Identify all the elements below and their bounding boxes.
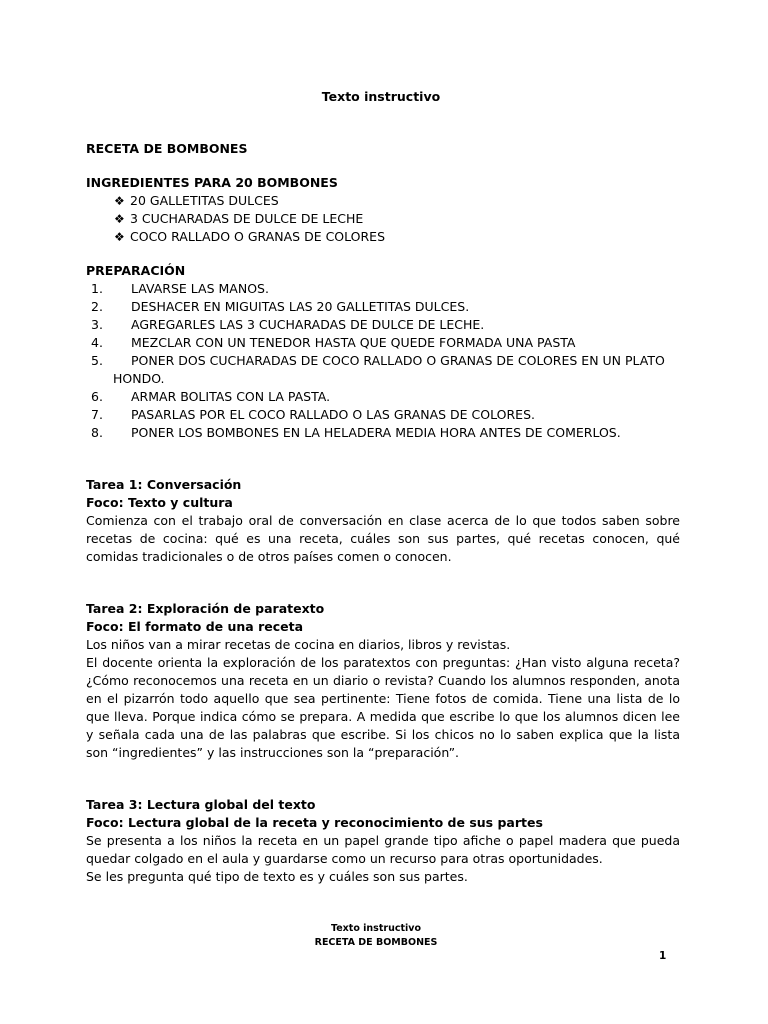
preparation-steps xyxy=(86,280,680,442)
diamond-bullet-icon: ❖ xyxy=(114,230,125,244)
step-text: ARMAR BOLITAS CON LA PASTA. xyxy=(131,389,331,404)
step-number: 3. xyxy=(91,317,103,332)
task-title: Tarea 2: Exploración de paratexto xyxy=(86,601,325,616)
step-text: DESHACER EN MIGUITAS LAS 20 GALLETITAS DULCES. xyxy=(131,299,470,314)
list-item xyxy=(86,316,680,334)
list-item xyxy=(86,388,680,406)
step-number: 5. xyxy=(91,353,103,368)
step-number: 7. xyxy=(91,407,103,422)
list-item xyxy=(86,406,680,424)
task-paragraph: Se presenta a los niños la receta en un papel grande tipo afiche o papel madera que pueda quedar colgado en el aula y guardarse como un recurso para otras oportunidades. xyxy=(86,833,680,866)
footer-line-1: Texto instructivo xyxy=(331,923,421,934)
ingredient-text: COCO RALLADO O GRANAS DE COLORES xyxy=(130,229,386,244)
diamond-bullet-icon: ❖ xyxy=(114,194,125,208)
page-footer xyxy=(0,922,752,950)
step-number: 8. xyxy=(91,425,103,440)
preparation-heading: PREPARACIÓN xyxy=(86,263,186,278)
document-body xyxy=(86,140,680,886)
step-text: AGREGARLES LAS 3 CUCHARADAS DE DULCE DE LECHE. xyxy=(131,317,485,332)
task-paragraph: Comienza con el trabajo oral de conversación en clase acerca de lo que todos saben sobre recetas de cocina: qué es una receta, cuáles son sus partes, qué recetas conocen, qué comidas tradicionales o de otros países comen o conocen. xyxy=(86,513,680,564)
diamond-bullet-icon: ❖ xyxy=(114,212,125,226)
task-paragraph: El docente orienta la exploración de los paratextos con preguntas: ¿Han visto alguna receta? ¿Cómo reconocemos una receta en un diario o revista? Cuando los alumnos responden, anota en el pizarrón todo aquello que sea pertinente: Tiene fotos de comida. Tiene una lista de lo que lleva. Porque indica cómo se prepara. A medida que escribe lo que los alumnos dicen lee y señala cada una de las palabras que escribe. Si los chicos no lo saben explica que la lista son “ingredientes” y las instrucciones son la “preparación”. xyxy=(86,655,680,760)
recipe-title: RECETA DE BOMBONES xyxy=(86,141,248,156)
list-item xyxy=(86,192,680,210)
ingredients-heading: INGREDIENTES PARA 20 BOMBONES xyxy=(86,175,338,190)
step-text: LAVARSE LAS MANOS. xyxy=(131,281,269,296)
task-paragraph: Los niños van a mirar recetas de cocina en diarios, libros y revistas. xyxy=(86,637,511,652)
task-1 xyxy=(86,476,680,566)
task-focus: Foco: El formato de una receta xyxy=(86,619,304,634)
step-number: 2. xyxy=(91,299,103,314)
list-item xyxy=(86,228,680,246)
step-text: MEZCLAR CON UN TENEDOR HASTA QUE QUEDE FORMADA UNA PASTA xyxy=(131,335,576,350)
step-text: PONER LOS BOMBONES EN LA HELADERA MEDIA HORA ANTES DE COMERLOS. xyxy=(131,425,621,440)
task-focus: Foco: Lectura global de la receta y reconocimiento de sus partes xyxy=(86,815,543,830)
task-paragraph: Se les pregunta qué tipo de texto es y cuáles son sus partes. xyxy=(86,869,468,884)
page-number: 1 xyxy=(659,950,667,962)
list-item xyxy=(86,352,680,388)
list-item xyxy=(86,424,680,442)
footer-line-2: RECETA DE BOMBONES xyxy=(314,937,438,948)
step-text: PONER DOS CUCHARADAS DE COCO RALLADO O GRANAS DE COLORES EN UN PLATO HONDO. xyxy=(113,353,665,386)
list-item xyxy=(86,210,680,228)
step-number: 4. xyxy=(91,335,103,350)
task-focus: Foco: Texto y cultura xyxy=(86,495,233,510)
task-title: Tarea 3: Lectura global del texto xyxy=(86,797,316,812)
ingredients-list xyxy=(86,192,680,246)
list-item xyxy=(86,280,680,298)
ingredient-text: 3 CUCHARADAS DE DULCE DE LECHE xyxy=(130,211,364,226)
list-item xyxy=(86,334,680,352)
task-3 xyxy=(86,796,680,886)
list-item xyxy=(86,298,680,316)
task-title: Tarea 1: Conversación xyxy=(86,477,242,492)
step-number: 1. xyxy=(91,281,103,296)
task-2 xyxy=(86,600,680,762)
step-number: 6. xyxy=(91,389,103,404)
document-title: Texto instructivo xyxy=(321,89,441,104)
ingredient-text: 20 GALLETITAS DULCES xyxy=(130,193,279,208)
step-text: PASARLAS POR EL COCO RALLADO O LAS GRANAS DE COLORES. xyxy=(131,407,535,422)
